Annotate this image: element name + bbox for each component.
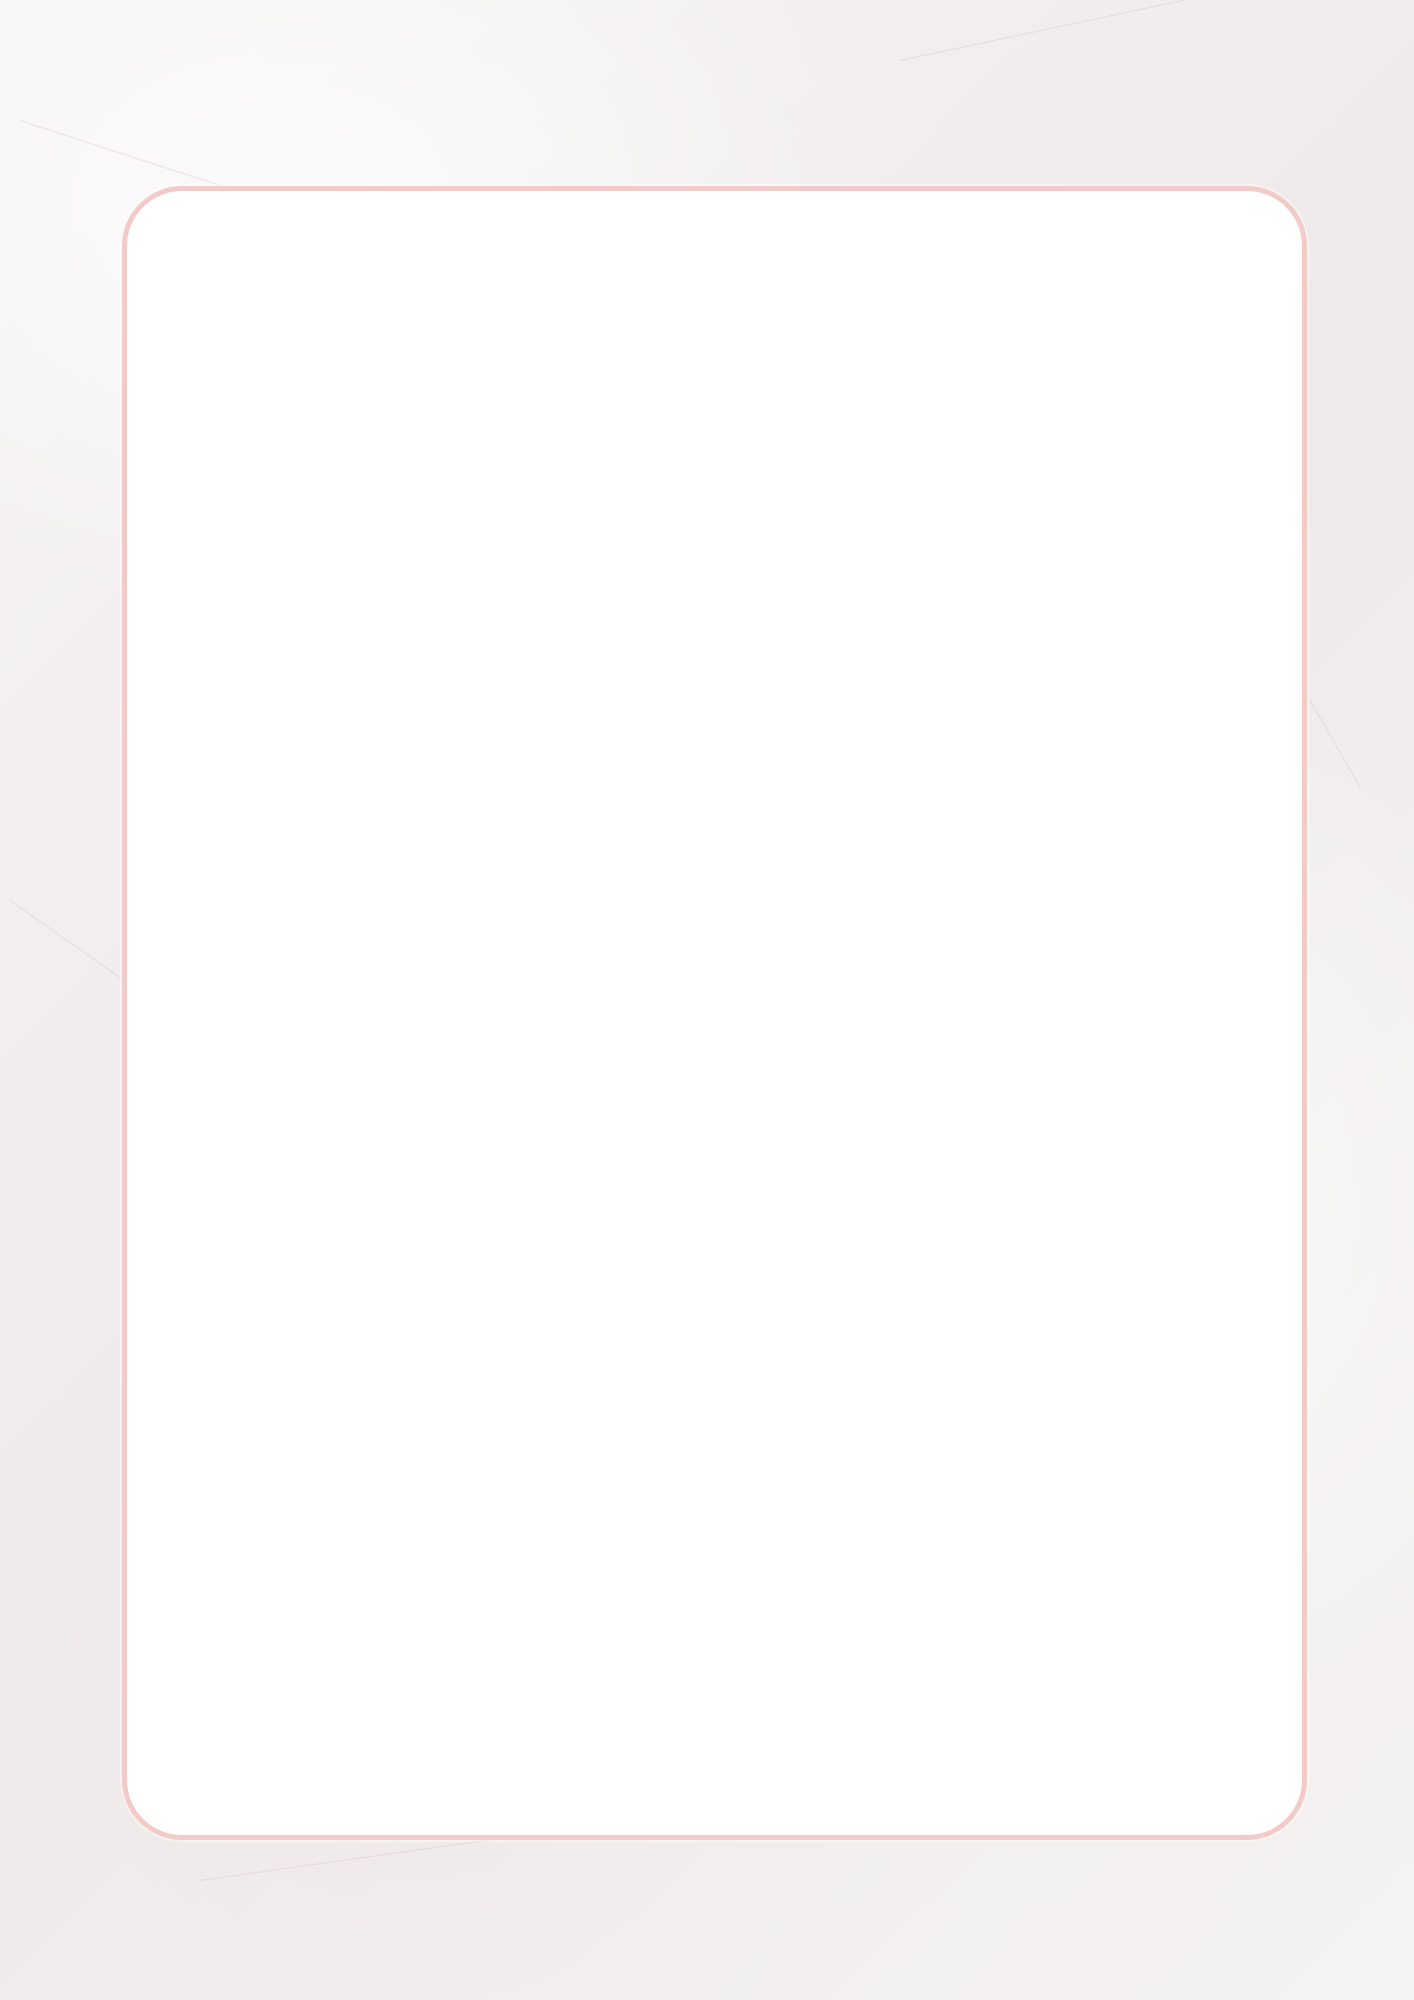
policy-card [122,186,1307,1840]
